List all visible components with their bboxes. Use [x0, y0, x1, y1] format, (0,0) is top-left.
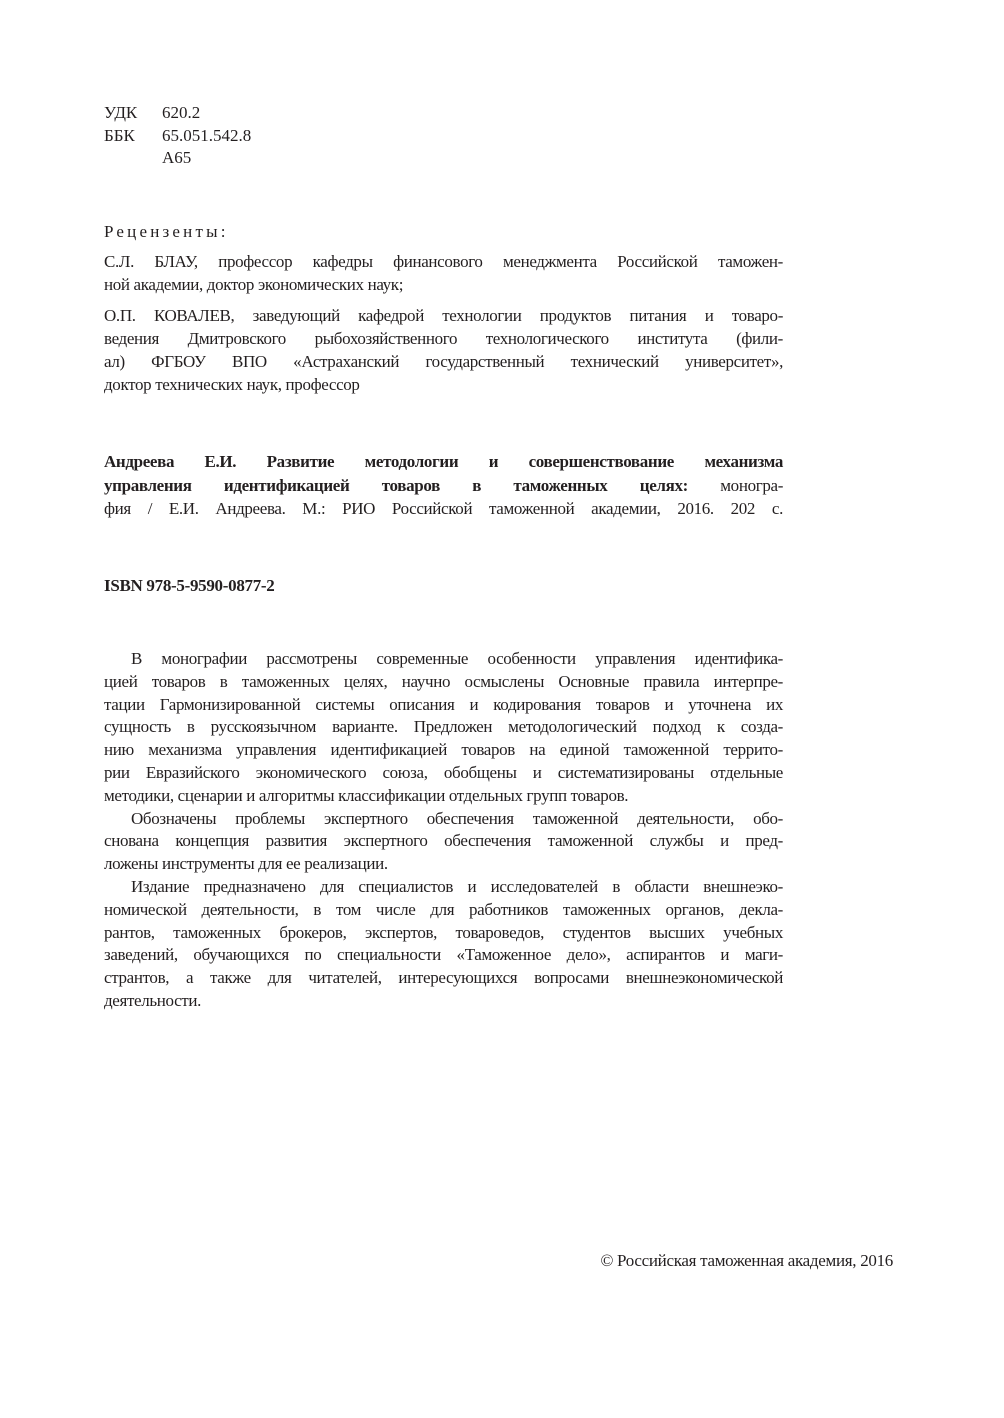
- citation-line: [104, 474, 783, 498]
- citation-line: фия / Е.И. Андреева. М.: РИО Российской таможенной академии, 2016. 202 с.: [104, 499, 783, 518]
- isbn: ISBN 978-5-9590-0877-2: [104, 576, 275, 595]
- author-mark-row: [104, 147, 251, 170]
- citation-line: [104, 450, 783, 474]
- text-line: доктор технических наук, профессор: [104, 375, 360, 394]
- text-line: С.Л. БЛАУ, профессор кафедры финансового менеджмента Российской таможен-: [104, 252, 783, 271]
- text-line: В монографии рассмотрены современные особенности управления идентифика-: [131, 649, 783, 668]
- abstract-paragraph: [104, 876, 783, 1013]
- text-line: снована концепция развития экспертного обеспечения таможенной службы и пред-: [104, 831, 783, 851]
- text-line: цией товаров в таможенных целях, научно осмыслены Основные правила интерпре-: [104, 671, 783, 691]
- text-line: ложены инструменты для ее реализации.: [104, 854, 388, 874]
- text-line: рантов, таможенных брокеров, экспертов, товароведов, студентов высших учебных: [104, 922, 783, 942]
- bbk-value: 65.051.542.8: [162, 125, 252, 145]
- citation-type: моногра-: [687, 475, 783, 495]
- bbk-label: ББК: [104, 125, 135, 145]
- text-line: странтов, а также для читателей, интересующихся вопросами внешнеэкономической: [104, 968, 783, 988]
- udk-row: [104, 102, 251, 125]
- text-line: Обозначены проблемы экспертного обеспечения таможенной деятельности, обо-: [131, 808, 783, 828]
- abstract: [104, 648, 783, 1013]
- text-line: Издание предназначено для специалистов и исследователей в области внешнеэко-: [131, 876, 783, 896]
- text-line: номической деятельности, в том числе для работников таможенных органов, декла-: [104, 899, 783, 919]
- reviewer-2: [104, 304, 783, 396]
- author-mark-value: А65: [162, 148, 192, 167]
- text-line: ведения Дмитровского рыбохозяйственного технологического института (фили-: [104, 329, 783, 348]
- author-mark-label: [104, 147, 162, 170]
- bbk-row: [104, 125, 251, 148]
- citation-title-part2: управления идентификацией товаров в таможенных целях:: [104, 475, 688, 495]
- citation-title-part1: Андреева Е.И. Развитие методологии и совершенствование механизма: [104, 452, 783, 471]
- text-line: тации Гармонизированной системы описания и кодирования товаров и уточнена их: [104, 694, 783, 714]
- reviewer-1: [104, 250, 783, 296]
- text-line: деятельности.: [104, 990, 202, 1010]
- text-line: ной академии, доктор экономических наук;: [104, 275, 404, 294]
- text-line: методики, сценарии и алгоритмы классификации отдельных групп товаров.: [104, 785, 629, 805]
- reviewers-heading: Рецензенты:: [104, 222, 229, 241]
- text-line: нию механизма управления идентификацией товаров на единой таможенной террито-: [104, 740, 783, 760]
- catalog-codes: [104, 102, 251, 170]
- abstract-paragraph: [104, 648, 783, 808]
- text-line: О.П. КОВАЛЕВ, заведующий кафедрой технологии продуктов питания и товаро-: [104, 306, 783, 325]
- udk-value: 620.2: [162, 103, 201, 122]
- text-line: заведений, обучающихся по специальности «Таможенное дело», аспирантов и маги-: [104, 945, 783, 965]
- copyright: © Российская таможенная академия, 2016: [600, 1251, 893, 1270]
- udk-label: УДК: [104, 103, 138, 122]
- text-line: ал) ФГБОУ ВПО «Астраханский государственный технический университет»,: [104, 352, 783, 371]
- text-line: сущность в русскоязычном варианте. Предложен методологический подход к созда-: [104, 717, 783, 737]
- abstract-paragraph: [104, 808, 783, 876]
- bibliographic-citation: [104, 450, 783, 521]
- text-line: рии Евразийского экономического союза, обобщены и систематизированы отдельные: [104, 762, 783, 782]
